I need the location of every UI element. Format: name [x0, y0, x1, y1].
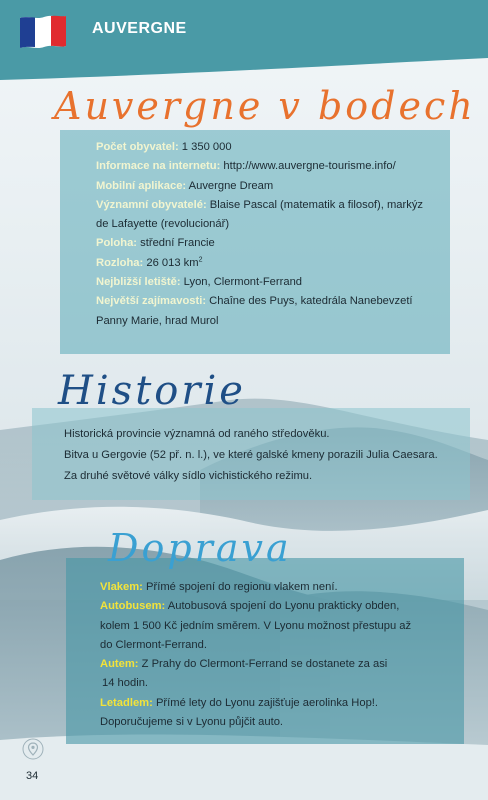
header-band [0, 0, 488, 85]
region-title: AUVERGNE [92, 20, 187, 37]
transport-bus: Autobusem: Autobusová spojení do Lyonu prakticky obden, [100, 600, 400, 613]
transport-list [100, 578, 450, 732]
history-line: Za druhé světové války sídlo vichistického režimu. [64, 470, 313, 482]
transport-car-cont: 14 hodin. [102, 677, 149, 690]
transport-train: Vlakem: Přímé spojení do regionu vlakem není. [100, 581, 338, 593]
fact-airport: Nejbližší letiště: Lyon, Clermont-Ferrand [96, 276, 303, 289]
facts-list [96, 138, 446, 331]
fact-app: Mobilní aplikace: Auvergne Dream [96, 179, 274, 192]
transport-plane: Letadlem: Přímé lety do Lyonu zajišťuje aerolinka Hop!. [100, 696, 379, 709]
history-line: Bitva u Gergovie (52 př. n. l.), ve které galské kmeny porazili Julia Caesara. [64, 449, 438, 461]
history-heading: Historie [58, 368, 246, 414]
fact-notable-cont: de Lafayette (revolucionář) [96, 218, 230, 231]
history-list [64, 424, 464, 487]
page-header [0, 0, 488, 62]
transport-heading: Doprava [108, 526, 292, 570]
fact-location: Poloha: střední Francie [96, 237, 215, 250]
page-number: 34 [26, 770, 39, 782]
fact-sights-cont: Panny Marie, hrad Murol [96, 314, 219, 327]
fact-internet: Informace na internetu: http://www.auvergne-tourisme.info/ [96, 160, 396, 173]
fact-notable: Významní obyvatelé: Blaise Pascal (matematik a filosof), markýz [96, 198, 424, 211]
fact-sights: Největší zajímavosti: Chaîne des Puys, katedrála Nanebevzetí [96, 295, 413, 308]
fact-population: Počet obyvatel: 1 350 000 [96, 141, 232, 153]
internet-link[interactable]: http://www.auvergne-tourisme.info/ [220, 160, 396, 173]
transport-bus-cont: do Clermont-Ferrand. [100, 638, 207, 651]
map-pin-icon [22, 738, 44, 760]
transport-car: Autem: Z Prahy do Clermont-Ferrand se dostanete za asi [100, 658, 388, 671]
fact-area: Rozloha: 26 013 $km^2$ [96, 256, 203, 269]
french-flag-icon [18, 12, 68, 52]
transport-bus-cont: kolem 1 500 Kč jedním směrem. V Lyonu možnost přestupu až [100, 619, 412, 632]
history-line: Historická provincie významná od raného středověku. [64, 428, 330, 440]
facts-heading: Auvergne v bodech [54, 84, 476, 128]
transport-plane-cont: Doporučujeme si v Lyonu půjčit auto. [100, 716, 284, 729]
